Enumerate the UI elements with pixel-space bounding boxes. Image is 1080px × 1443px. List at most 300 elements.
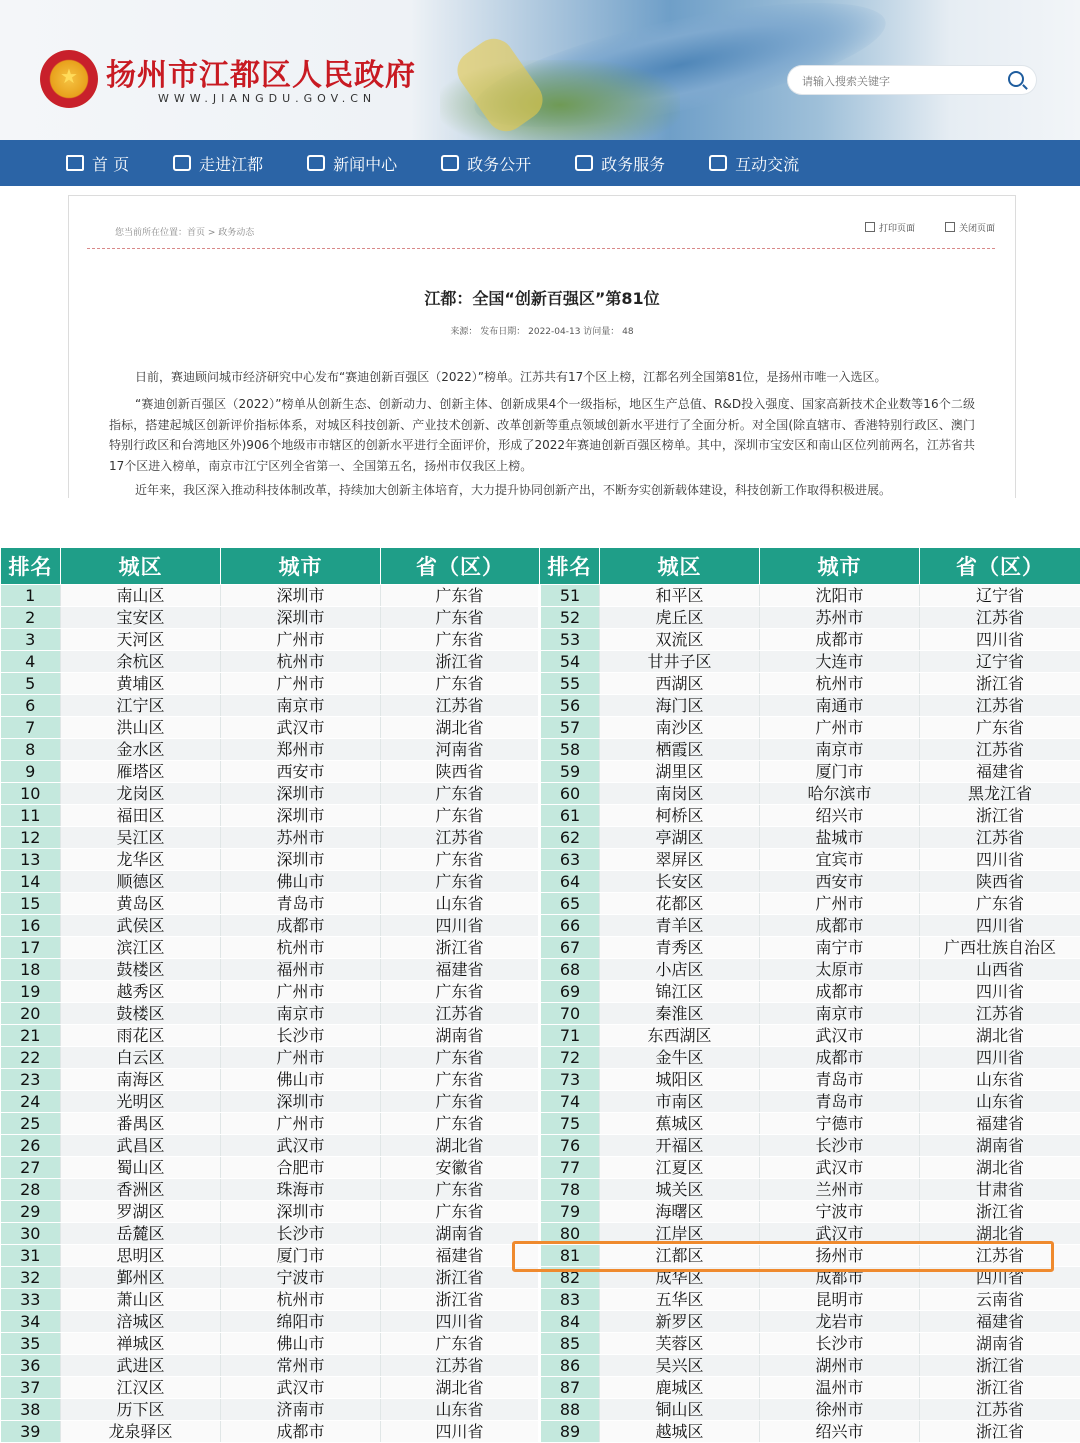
district-cell: 青秀区 <box>600 937 760 959</box>
nav-item-services[interactable] <box>575 140 665 186</box>
rank-cell: 54 <box>540 651 600 673</box>
table-row <box>1 893 1080 915</box>
city-cell: 武汉市 <box>221 717 381 739</box>
article-paragraph: 日前，赛迪顾问城市经济研究中心发布“赛迪创新百强区（2022）”榜单。江苏共有17个区上榜，江都名列全国第81位，是扬州市唯一入选区。 <box>109 367 975 388</box>
province-cell: 广东省 <box>381 585 540 607</box>
rank-cell: 23 <box>1 1069 61 1091</box>
rank-cell: 71 <box>540 1025 600 1047</box>
district-cell: 鼓楼区 <box>61 1003 221 1025</box>
city-cell: 济南市 <box>221 1399 381 1421</box>
rank-cell: 77 <box>540 1157 600 1179</box>
city-cell: 广州市 <box>760 717 920 739</box>
print-icon <box>865 222 875 232</box>
province-cell: 湖南省 <box>381 1025 540 1047</box>
nav-label: 政务服务 <box>601 152 665 175</box>
province-cell: 陕西省 <box>381 761 540 783</box>
district-cell: 吴江区 <box>61 827 221 849</box>
nav-label: 新闻中心 <box>333 152 397 175</box>
nav-item-news[interactable] <box>307 140 397 186</box>
province-cell: 江苏省 <box>381 695 540 717</box>
city-cell: 成都市 <box>760 1047 920 1069</box>
nav-item-interaction[interactable] <box>709 140 799 186</box>
province-cell: 湖南省 <box>381 1223 540 1245</box>
page-tools <box>865 221 995 234</box>
print-label: 打印页面 <box>879 224 915 234</box>
rank-cell: 7 <box>1 717 61 739</box>
rank-cell: 8 <box>1 739 61 761</box>
rank-cell: 27 <box>1 1157 61 1179</box>
province-cell: 浙江省 <box>381 1289 540 1311</box>
rank-cell: 36 <box>1 1355 61 1377</box>
site-header <box>0 0 1080 140</box>
province-cell: 四川省 <box>381 915 540 937</box>
rank-cell: 11 <box>1 805 61 827</box>
province-cell: 江苏省 <box>920 827 1080 849</box>
city-cell: 昆明市 <box>760 1289 920 1311</box>
province-cell: 广东省 <box>920 893 1080 915</box>
province-cell: 四川省 <box>381 1421 540 1443</box>
province-cell: 辽宁省 <box>920 651 1080 673</box>
city-cell: 武汉市 <box>760 1025 920 1047</box>
city-cell: 深圳市 <box>221 607 381 629</box>
city-cell: 常州市 <box>221 1355 381 1377</box>
city-cell: 苏州市 <box>760 607 920 629</box>
table-row <box>1 827 1080 849</box>
rank-cell: 76 <box>540 1135 600 1157</box>
city-cell: 郑州市 <box>221 739 381 761</box>
table-header-row <box>1 548 1080 585</box>
rank-cell: 55 <box>540 673 600 695</box>
district-cell: 越秀区 <box>61 981 221 1003</box>
search-icon[interactable] <box>1008 71 1024 87</box>
column-header: 城市 <box>221 548 381 585</box>
rank-cell: 58 <box>540 739 600 761</box>
rank-cell: 24 <box>1 1091 61 1113</box>
table-row <box>1 1289 1080 1311</box>
district-cell: 铜山区 <box>600 1399 760 1421</box>
province-cell: 山东省 <box>381 1399 540 1421</box>
district-cell: 南沙区 <box>600 717 760 739</box>
rank-cell: 67 <box>540 937 600 959</box>
city-cell: 哈尔滨市 <box>760 783 920 805</box>
city-cell: 南京市 <box>760 1003 920 1025</box>
rank-cell: 68 <box>540 959 600 981</box>
city-cell: 南京市 <box>760 739 920 761</box>
city-cell: 武汉市 <box>221 1135 381 1157</box>
city-cell: 福州市 <box>221 959 381 981</box>
rank-cell: 86 <box>540 1355 600 1377</box>
city-cell: 深圳市 <box>221 1091 381 1113</box>
district-cell: 鹿城区 <box>600 1377 760 1399</box>
district-cell: 虎丘区 <box>600 607 760 629</box>
district-cell: 柯桥区 <box>600 805 760 827</box>
table-row <box>1 849 1080 871</box>
table-row <box>1 1377 1080 1399</box>
province-cell: 广东省 <box>381 607 540 629</box>
district-cell: 蕉城区 <box>600 1113 760 1135</box>
city-cell: 龙岩市 <box>760 1311 920 1333</box>
rank-cell: 17 <box>1 937 61 959</box>
district-cell: 南海区 <box>61 1069 221 1091</box>
province-cell: 江苏省 <box>920 739 1080 761</box>
rank-cell: 38 <box>1 1399 61 1421</box>
province-cell: 广东省 <box>381 1201 540 1223</box>
rank-cell: 53 <box>540 629 600 651</box>
city-cell: 湖州市 <box>760 1355 920 1377</box>
city-cell: 南通市 <box>760 695 920 717</box>
city-cell: 成都市 <box>760 915 920 937</box>
district-cell: 小店区 <box>600 959 760 981</box>
table-row <box>1 1047 1080 1069</box>
province-cell: 广东省 <box>381 1047 540 1069</box>
city-cell: 宁德市 <box>760 1113 920 1135</box>
province-cell: 浙江省 <box>920 673 1080 695</box>
city-cell: 青岛市 <box>760 1069 920 1091</box>
district-cell: 滨江区 <box>61 937 221 959</box>
province-cell: 浙江省 <box>920 1355 1080 1377</box>
district-cell: 蜀山区 <box>61 1157 221 1179</box>
province-cell: 福建省 <box>381 1245 540 1267</box>
table-row <box>1 1355 1080 1377</box>
rank-cell: 2 <box>1 607 61 629</box>
province-cell: 江苏省 <box>920 1003 1080 1025</box>
city-cell: 武汉市 <box>760 1223 920 1245</box>
rank-cell: 62 <box>540 827 600 849</box>
district-cell: 福田区 <box>61 805 221 827</box>
table-row <box>1 805 1080 827</box>
city-cell: 广州市 <box>221 1047 381 1069</box>
city-cell: 成都市 <box>221 1421 381 1443</box>
district-cell: 天河区 <box>61 629 221 651</box>
district-cell: 顺德区 <box>61 871 221 893</box>
rank-cell: 79 <box>540 1201 600 1223</box>
rank-cell: 69 <box>540 981 600 1003</box>
city-cell: 宁波市 <box>221 1267 381 1289</box>
district-cell: 江汉区 <box>61 1377 221 1399</box>
news-icon <box>307 155 325 171</box>
rank-cell: 70 <box>540 1003 600 1025</box>
province-cell: 江苏省 <box>920 1399 1080 1421</box>
city-cell: 厦门市 <box>221 1245 381 1267</box>
city-cell: 太原市 <box>760 959 920 981</box>
province-cell: 四川省 <box>381 1311 540 1333</box>
column-header: 城区 <box>600 548 760 585</box>
province-cell: 四川省 <box>920 849 1080 871</box>
province-cell: 浙江省 <box>381 1267 540 1289</box>
district-cell: 市南区 <box>600 1091 760 1113</box>
table-row <box>1 981 1080 1003</box>
city-cell: 深圳市 <box>221 783 381 805</box>
province-cell: 浙江省 <box>920 1377 1080 1399</box>
table-row <box>1 717 1080 739</box>
rank-cell: 73 <box>540 1069 600 1091</box>
column-header: 城区 <box>61 548 221 585</box>
main-nav <box>0 140 1080 186</box>
rank-cell: 6 <box>1 695 61 717</box>
nav-item-about[interactable] <box>173 140 263 186</box>
city-cell: 广州市 <box>221 1113 381 1135</box>
document-icon <box>441 155 459 171</box>
city-icon <box>173 155 191 171</box>
rank-cell: 4 <box>1 651 61 673</box>
article-title: 江都：全国“创新百强区”第81位 <box>69 286 1015 309</box>
district-cell: 翠屏区 <box>600 849 760 871</box>
rank-cell: 16 <box>1 915 61 937</box>
rank-cell: 15 <box>1 893 61 915</box>
table-row <box>1 1135 1080 1157</box>
district-cell: 越城区 <box>600 1421 760 1443</box>
district-cell: 吴兴区 <box>600 1355 760 1377</box>
district-cell: 江宁区 <box>61 695 221 717</box>
table-row <box>1 1201 1080 1223</box>
district-cell: 罗湖区 <box>61 1201 221 1223</box>
rank-cell: 83 <box>540 1289 600 1311</box>
rank-cell: 34 <box>1 1311 61 1333</box>
rank-cell: 74 <box>540 1091 600 1113</box>
province-cell: 甘肃省 <box>920 1179 1080 1201</box>
column-header: 城市 <box>760 548 920 585</box>
national-emblem-icon: ★ <box>40 50 98 108</box>
table-row <box>1 1399 1080 1421</box>
province-cell: 山东省 <box>381 893 540 915</box>
print-page-button[interactable] <box>865 221 915 234</box>
nav-item-home[interactable] <box>66 140 129 186</box>
province-cell: 浙江省 <box>920 1421 1080 1443</box>
table-row <box>1 1267 1080 1289</box>
province-cell: 湖北省 <box>920 1157 1080 1179</box>
chat-icon <box>709 155 727 171</box>
site-domain: WWW.JIANGDU.GOV.CN <box>158 92 376 105</box>
province-cell: 湖北省 <box>920 1223 1080 1245</box>
city-cell: 苏州市 <box>221 827 381 849</box>
province-cell: 广东省 <box>381 1091 540 1113</box>
city-cell: 兰州市 <box>760 1179 920 1201</box>
rank-cell: 9 <box>1 761 61 783</box>
district-cell: 禅城区 <box>61 1333 221 1355</box>
city-cell: 杭州市 <box>221 937 381 959</box>
rank-cell: 33 <box>1 1289 61 1311</box>
table-row <box>1 915 1080 937</box>
search-box <box>788 66 1036 94</box>
table-row <box>1 1025 1080 1047</box>
rank-cell: 60 <box>540 783 600 805</box>
city-cell: 长沙市 <box>221 1025 381 1047</box>
province-cell: 江苏省 <box>920 1245 1080 1267</box>
district-cell: 东西湖区 <box>600 1025 760 1047</box>
province-cell: 浙江省 <box>381 651 540 673</box>
city-cell: 杭州市 <box>221 651 381 673</box>
table-row <box>1 1003 1080 1025</box>
table-body <box>1 585 1080 1443</box>
province-cell: 四川省 <box>920 629 1080 651</box>
nav-label: 互动交流 <box>735 152 799 175</box>
site-title[interactable]: 扬州市江都区人民政府 <box>106 50 416 94</box>
rank-cell: 52 <box>540 607 600 629</box>
district-cell: 龙泉驿区 <box>61 1421 221 1443</box>
city-cell: 广州市 <box>760 893 920 915</box>
rank-cell: 63 <box>540 849 600 871</box>
province-cell: 广东省 <box>381 981 540 1003</box>
province-cell: 四川省 <box>920 981 1080 1003</box>
city-cell: 杭州市 <box>760 673 920 695</box>
province-cell: 四川省 <box>920 915 1080 937</box>
district-cell: 江都区 <box>600 1245 760 1267</box>
table-row <box>1 1223 1080 1245</box>
province-cell: 江苏省 <box>920 607 1080 629</box>
province-cell: 广东省 <box>381 1179 540 1201</box>
close-label: 关闭页面 <box>959 224 995 234</box>
rank-cell: 39 <box>1 1421 61 1443</box>
city-cell: 佛山市 <box>221 1069 381 1091</box>
city-cell: 成都市 <box>760 981 920 1003</box>
district-cell: 亭湖区 <box>600 827 760 849</box>
district-cell: 龙华区 <box>61 849 221 871</box>
nav-item-open-gov[interactable] <box>441 140 531 186</box>
table-row <box>1 1113 1080 1135</box>
district-cell: 城阳区 <box>600 1069 760 1091</box>
district-cell: 湖里区 <box>600 761 760 783</box>
province-cell: 福建省 <box>920 1311 1080 1333</box>
district-cell: 和平区 <box>600 585 760 607</box>
column-header: 排名 <box>1 548 61 585</box>
close-page-button[interactable] <box>945 221 995 234</box>
province-cell: 浙江省 <box>381 937 540 959</box>
city-cell: 长沙市 <box>221 1223 381 1245</box>
district-cell: 余杭区 <box>61 651 221 673</box>
city-cell: 绍兴市 <box>760 1421 920 1443</box>
province-cell: 山西省 <box>920 959 1080 981</box>
district-cell: 江岸区 <box>600 1223 760 1245</box>
province-cell: 浙江省 <box>920 1201 1080 1223</box>
district-cell: 黄岛区 <box>61 893 221 915</box>
district-cell: 金牛区 <box>600 1047 760 1069</box>
table-row <box>1 871 1080 893</box>
city-cell: 盐城市 <box>760 827 920 849</box>
city-cell: 深圳市 <box>221 849 381 871</box>
table-row <box>1 585 1080 607</box>
district-cell: 甘井子区 <box>600 651 760 673</box>
rank-cell: 35 <box>1 1333 61 1355</box>
city-cell: 宁波市 <box>760 1201 920 1223</box>
rank-cell: 81 <box>540 1245 600 1267</box>
city-cell: 绵阳市 <box>221 1311 381 1333</box>
city-cell: 南京市 <box>221 1003 381 1025</box>
province-cell: 四川省 <box>920 1047 1080 1069</box>
district-cell: 雨花区 <box>61 1025 221 1047</box>
city-cell: 扬州市 <box>760 1245 920 1267</box>
city-cell: 佛山市 <box>221 1333 381 1355</box>
rank-cell: 1 <box>1 585 61 607</box>
district-cell: 金水区 <box>61 739 221 761</box>
article-meta: 来源： 发布日期： 2022-04-13 访问量： 48 <box>69 324 1015 337</box>
city-cell: 武汉市 <box>221 1377 381 1399</box>
rank-cell: 31 <box>1 1245 61 1267</box>
rank-cell: 80 <box>540 1223 600 1245</box>
province-cell: 江苏省 <box>381 1003 540 1025</box>
table-row <box>1 783 1080 805</box>
province-cell: 江苏省 <box>920 695 1080 717</box>
rank-cell: 78 <box>540 1179 600 1201</box>
district-cell: 雁塔区 <box>61 761 221 783</box>
district-cell: 开福区 <box>600 1135 760 1157</box>
city-cell: 广州市 <box>221 629 381 651</box>
province-cell: 江苏省 <box>381 827 540 849</box>
district-cell: 城关区 <box>600 1179 760 1201</box>
province-cell: 湖北省 <box>381 1135 540 1157</box>
district-cell: 武侯区 <box>61 915 221 937</box>
province-cell: 湖北省 <box>920 1025 1080 1047</box>
table-row <box>1 1311 1080 1333</box>
city-cell: 广州市 <box>221 673 381 695</box>
table-row <box>1 739 1080 761</box>
province-cell: 浙江省 <box>920 805 1080 827</box>
district-cell: 芙蓉区 <box>600 1333 760 1355</box>
city-cell: 深圳市 <box>221 805 381 827</box>
district-cell: 涪城区 <box>61 1311 221 1333</box>
rank-cell: 21 <box>1 1025 61 1047</box>
ranking-table <box>0 547 1080 1443</box>
city-cell: 沈阳市 <box>760 585 920 607</box>
rank-cell: 64 <box>540 871 600 893</box>
city-cell: 青岛市 <box>760 1091 920 1113</box>
rank-cell: 20 <box>1 1003 61 1025</box>
article-panel <box>68 195 1016 498</box>
district-cell: 锦江区 <box>600 981 760 1003</box>
province-cell: 广东省 <box>381 871 540 893</box>
rank-cell: 26 <box>1 1135 61 1157</box>
column-header: 省（区） <box>381 548 540 585</box>
district-cell: 历下区 <box>61 1399 221 1421</box>
city-cell: 西安市 <box>221 761 381 783</box>
close-icon <box>945 222 955 232</box>
district-cell: 香洲区 <box>61 1179 221 1201</box>
search-input[interactable] <box>800 70 994 92</box>
column-header: 省（区） <box>920 548 1080 585</box>
rank-cell: 5 <box>1 673 61 695</box>
table-row <box>1 959 1080 981</box>
rank-cell: 72 <box>540 1047 600 1069</box>
district-cell: 萧山区 <box>61 1289 221 1311</box>
city-cell: 珠海市 <box>221 1179 381 1201</box>
rank-cell: 51 <box>540 585 600 607</box>
province-cell: 广东省 <box>381 849 540 871</box>
rank-cell: 32 <box>1 1267 61 1289</box>
city-cell: 深圳市 <box>221 1201 381 1223</box>
rank-cell: 18 <box>1 959 61 981</box>
district-cell: 江夏区 <box>600 1157 760 1179</box>
province-cell: 广东省 <box>381 783 540 805</box>
province-cell: 湖北省 <box>381 717 540 739</box>
district-cell: 番禺区 <box>61 1113 221 1135</box>
rank-cell: 65 <box>540 893 600 915</box>
district-cell: 武进区 <box>61 1355 221 1377</box>
city-cell: 宜宾市 <box>760 849 920 871</box>
rank-cell: 84 <box>540 1311 600 1333</box>
city-cell: 佛山市 <box>221 871 381 893</box>
table-row <box>1 1179 1080 1201</box>
district-cell: 青羊区 <box>600 915 760 937</box>
table-row <box>1 1091 1080 1113</box>
city-cell: 长沙市 <box>760 1333 920 1355</box>
breadcrumb[interactable]: 您当前所在位置：首页 > 政务动态 <box>115 225 254 238</box>
city-cell: 成都市 <box>221 915 381 937</box>
district-cell: 长安区 <box>600 871 760 893</box>
table-row <box>1 761 1080 783</box>
district-cell: 思明区 <box>61 1245 221 1267</box>
province-cell: 山东省 <box>920 1091 1080 1113</box>
nav-label: 政务公开 <box>467 152 531 175</box>
nav-label: 走进江都 <box>199 152 263 175</box>
